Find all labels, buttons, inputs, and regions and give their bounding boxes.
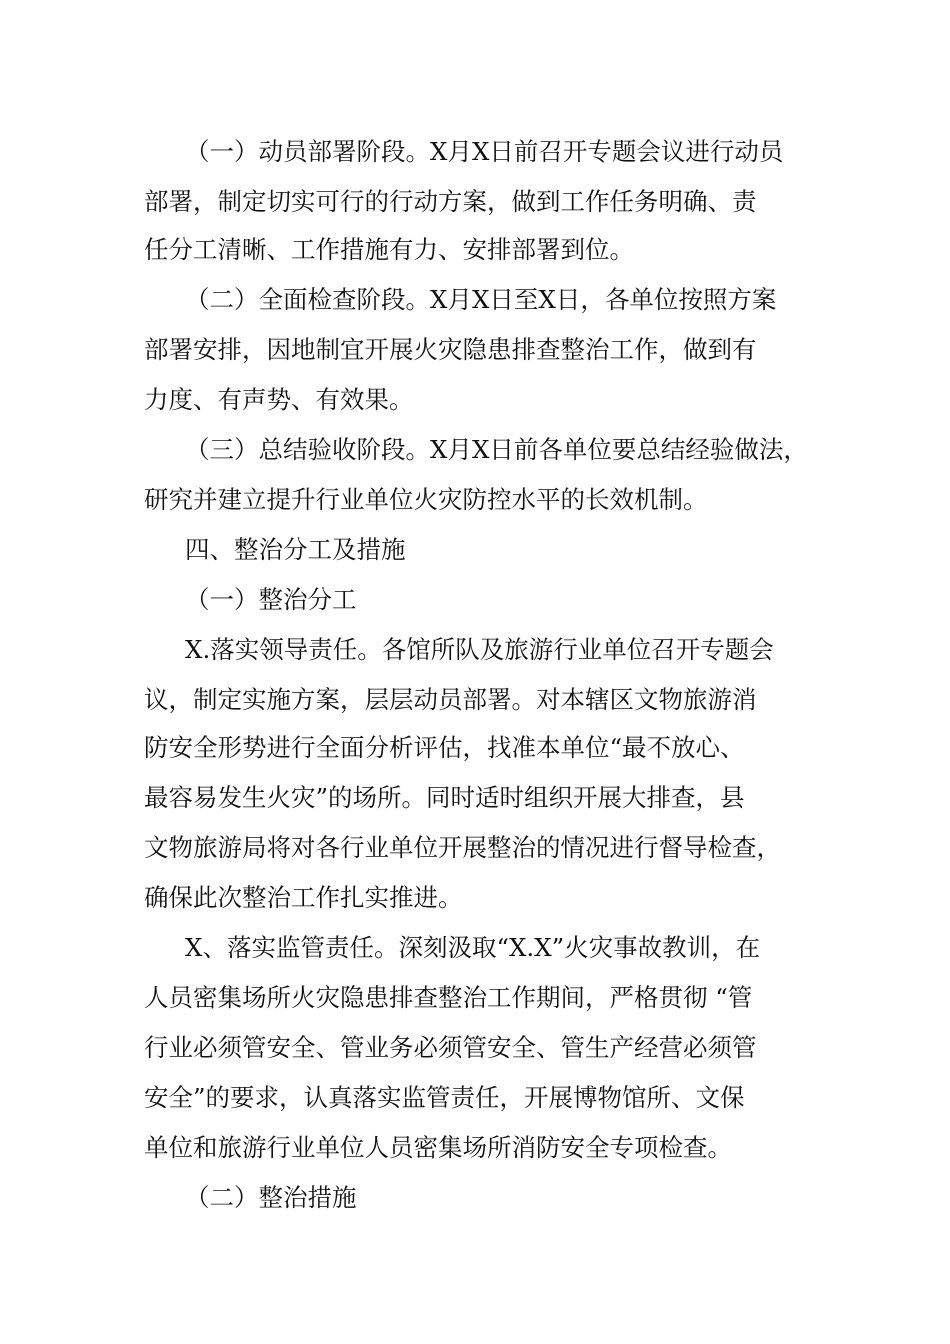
paragraph-leadership-line-5: 文物旅游局将对各行业单位开展整治的情况进行督导检查， (144, 833, 781, 862)
paragraph-stage-1-line-1: （一）动员部署阶段。X月X日前召开专题会议进行动员 (185, 137, 784, 166)
paragraph-supervision-line-2: 人员密集场所火灾隐患排查整治工作期间，严格贯彻 “管 (144, 983, 753, 1012)
paragraph-supervision-line-5: 单位和旅游行业单位人员密集场所消防安全专项检查。 (144, 1133, 732, 1162)
paragraph-leadership-line-4: 最容易发生火灾”的场所。同时适时组织开展大排查，县 (144, 783, 745, 812)
paragraph-supervision-line-4: 安全”的要求，认真落实监管责任，开展博物馆所、文保 (144, 1083, 745, 1112)
paragraph-stage-2-line-2: 部署安排，因地制宜开展火灾隐患排查整治工作，做到有 (144, 335, 757, 364)
section-heading: 四、整治分工及措施 (185, 535, 406, 564)
subsection-heading-division: （一）整治分工 (185, 585, 357, 614)
paragraph-leadership-line-2: 议，制定实施方案，层层动员部署。对本辖区文物旅游消 (144, 685, 757, 714)
paragraph-leadership-line-6: 确保此次整治工作扎实推进。 (144, 883, 463, 912)
paragraph-leadership-line-3: 防安全形势进行全面分析评估，找准本单位“最不放心、 (144, 733, 745, 762)
paragraph-stage-2-line-3: 力度、有声势、有效果。 (144, 385, 414, 414)
paragraph-supervision-line-3: 行业必须管安全、管业务必须管安全、管生产经营必须管 (144, 1033, 757, 1062)
paragraph-stage-3-line-2: 研究并建立提升行业单位火灾防控水平的长效机制。 (144, 485, 708, 514)
paragraph-stage-3-line-1: （三）总结验收阶段。X月X日前各单位要总结经验做法， (185, 435, 808, 464)
paragraph-stage-2-line-1: （二）全面检查阶段。X月X日至X日，各单位按照方案 (185, 285, 777, 314)
paragraph-stage-1-line-2: 部署，制定切实可行的行动方案，做到工作任务明确、责 (144, 187, 757, 216)
paragraph-leadership-line-1: X.落实领导责任。各馆所队及旅游行业单位召开专题会 (185, 635, 774, 664)
paragraph-stage-1-line-3: 任分工清晰、工作措施有力、安排部署到位。 (144, 235, 634, 264)
paragraph-supervision-line-1: X、落实监管责任。深刻汲取“X.X”火灾事故教训，在 (185, 933, 761, 962)
subsection-heading-measures: （二）整治措施 (185, 1183, 357, 1212)
